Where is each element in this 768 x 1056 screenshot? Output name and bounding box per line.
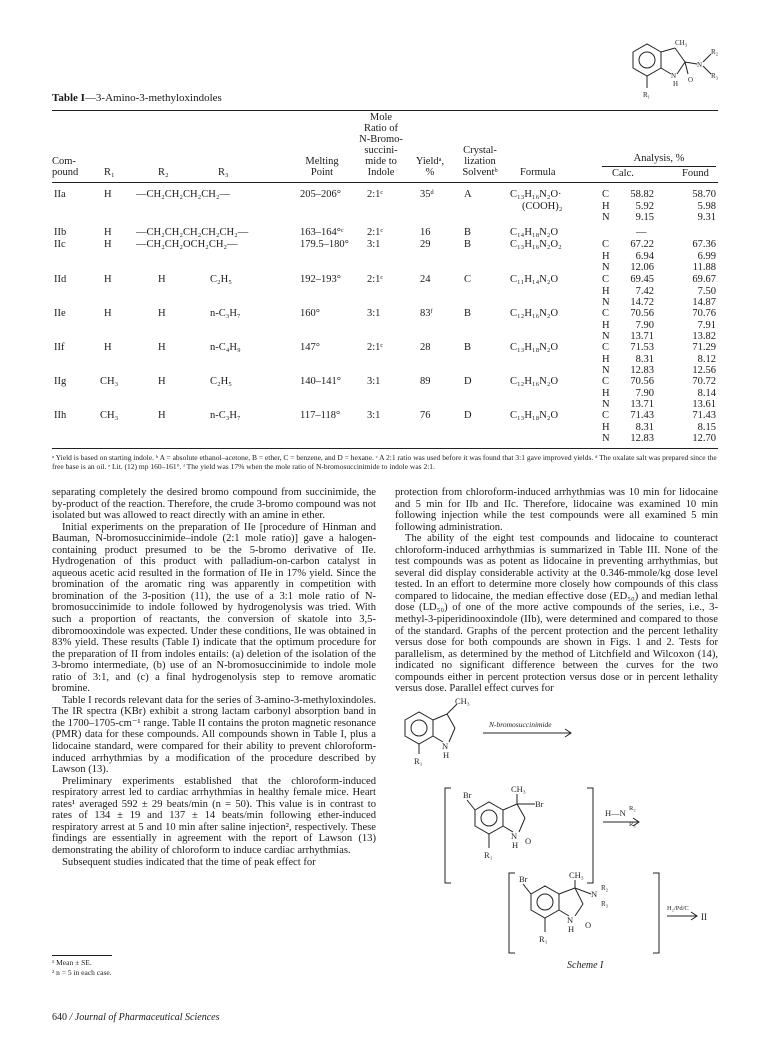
svg-text:R₁: R₁: [539, 934, 548, 944]
svg-text:R₂: R₂: [711, 48, 719, 56]
svg-text:Br: Br: [519, 874, 528, 884]
svg-text:N: N: [671, 72, 677, 80]
scheme-reagent-2: H₂/Pd/C: [667, 905, 689, 912]
svg-text:N: N: [442, 741, 449, 751]
header-r1: R₁: [104, 167, 115, 178]
footnote-rule: [52, 955, 112, 956]
footnote-1: ¹ Mean ± SE.: [52, 958, 92, 967]
journal-name: Journal of Pharmaceutical Sciences: [74, 1012, 220, 1023]
paragraph: protection from chloroform-induced arrhythmias was 10 min for lidocaine and 5 min for IIb and IIc. Therefore, lidocaine was examined 10 min following injection while the test compounds were all examined 5 min following administration.: [395, 487, 718, 533]
svg-text:O: O: [585, 920, 592, 930]
page-footer: 640 / Journal of Pharmaceutical Sciences: [52, 1012, 220, 1023]
svg-text:Br: Br: [463, 790, 472, 800]
paragraph: The ability of the eight test compounds and lidocaine to counteract chloroform-induced arrhythmias is summarized in Table III. None of the test compounds was as potent as lidocaine in preventing arrhythmias, but several did display considerable activity at the 0.346-mmole/kg dose level tested. In an effort to determine more closely how compounds of this class compared to lidocaine, the median effective dose (ED₅₀) and median lethal dose (LD₅₀) of one of the more active compounds of the series, i.e., 3-methyl-3-piperidinooxindole (IIb), were determined and compared to those of the standard. Graphs of the percent protection and the percent lethality versus dose for both compounds are shown in Figs. 1 and 2. Tests for parallelism, as determined by the method of Litchfield and Wilcoxon (14), indicated no significant difference between the curves for the two compounds either in percent protection versus dose or in percent lethality versus dose. Parallel effect curves for: [395, 533, 718, 695]
svg-text:R₃: R₃: [629, 821, 636, 828]
svg-text:CH₃: CH₃: [569, 870, 584, 880]
footnote-2: ² n = 5 in each case.: [52, 968, 112, 977]
header-calc: Calc.: [612, 168, 634, 179]
svg-text:H: H: [443, 750, 450, 760]
paragraph: separating completely the desired bromo compound from succinimide, the by-product of the reaction. Therefore, the crude 3-bromo compound was not isolated but was allowed to react directly with an amine in ether.: [52, 487, 376, 522]
header-yield: Yieldᵃ, %: [415, 156, 445, 178]
svg-text:R₃: R₃: [711, 72, 719, 80]
oxindole-structure: [615, 40, 725, 104]
svg-text:N: N: [697, 61, 703, 69]
svg-text:R₂: R₂: [601, 884, 609, 892]
svg-text:O: O: [525, 836, 532, 846]
svg-text:H: H: [512, 840, 519, 850]
svg-text:N: N: [591, 889, 598, 899]
paragraph: Subsequent studies indicated that the time of peak effect for: [62, 856, 316, 868]
scheme-reagent-1: N-bromosuccinimide: [489, 720, 552, 729]
paragraph: Table I records relevant data for the series of 3-amino-3-methyloxindoles. The IR spectra (KBr) exhibit a strong lactam carbonyl absorption band in the 1700–1705-cm⁻¹ range. Table II contains the proton magnetic resonance (PMR) data for these compounds. All compounds shown in Table I, plus a lidocaine standard, were compared for their ability to prevent chloroform-induced arrhythmias by a modification of the procedure described by Lawson (13).: [52, 694, 376, 776]
svg-text:CH₃: CH₃: [675, 40, 688, 47]
header-mole-ratio: Mole Ratio of N-Bromo- succini- mide to Indole: [359, 112, 403, 178]
svg-text:CH₃: CH₃: [455, 698, 470, 706]
svg-text:O: O: [688, 76, 694, 84]
svg-text:CH₃: CH₃: [511, 784, 526, 794]
svg-text:R₃: R₃: [601, 900, 609, 908]
table-title: Table I—3-Amino-3-methyloxindoles: [52, 92, 222, 104]
svg-text:R₁: R₁: [414, 756, 423, 766]
analysis-rule: [602, 166, 716, 167]
table-bottom-rule: [52, 448, 718, 449]
page-number: 640: [52, 1012, 67, 1023]
svg-text:R₁: R₁: [484, 850, 493, 860]
svg-text:H: H: [568, 924, 575, 934]
svg-text:R₁: R₁: [643, 91, 651, 99]
left-column: [52, 487, 376, 868]
svg-text:R₂: R₂: [629, 805, 636, 812]
paragraph: Preliminary experiments established that the chloroform-induced respiratory arrest led to cardiac arrhythmias in healthy female mice. Heart rates¹ averaged 592 ± 29 beats/min (n = 50). This value is in contrast to rates of 134 ± 19 and 137 ± 14 beats/min following ether-induced respiratory arrest at 5 and 10 min after saline injection², respectively. These findings are essentially in agreement with the report of Lawson (13) demonstrating the ability of chloroform to induce cardiac arrhythmias.: [52, 775, 376, 856]
header-formula: Formula: [520, 167, 556, 178]
svg-text:N: N: [567, 915, 574, 925]
header-r2: R₂: [158, 167, 169, 178]
paragraph: Initial experiments on the preparation of IIe [procedure of Hinman and Bauman, N-bromosuccinimide–indole (2:1 mole ratio)] gave a halogen-containing product presumed to be the 5-bromo derivative of IIe. Hydrogenation of this product with palladium-on-carbon catalyst in aqueous acetic acid resulted in the formation of IIe in 17% yield. Since the bromination of the aromatic ring was apparently in competition with bromination of the 3-position (11), the use of a 3:1 mole ratio of N-bromosuccinimide to indole followed by hydrogenolysis was tried. With such a proportion of reactants, the conversion of skatole into 3,5-dibromooxindole was expected. Under these conditions, IIe was obtained in 83% yield. These results (Table I) indicate that the optimum procedure for the preparation of II from indoles entails: (a) deletion of the isolation of the 3-bromo intermediate, (b) use of an N-bromosuccinimide to indole mole ratio of 3:1, and (c) a final hydrogenolysis step to remove aromatic bromine.: [52, 521, 376, 695]
svg-text:H: H: [673, 80, 679, 88]
header-compound: Com- pound: [52, 156, 79, 178]
scheme-diagram: [395, 698, 718, 978]
table-footnote: ᵃ Yield is based on starting indole. ᵇ A = absolute ethanol–acetone, B = ether, C = benzene, and D = hexane. ᶜ A 2:1 ratio was used before it was found that 3:1 gave improved yields. ᵈ The oxalate salt was prepared since the free base is an oil. ᵉ Lit. (12) mp 160–161°. ᶠ The yield was 17% when the mole ratio of N-bromosuccinimide to indole was 2:1.: [52, 453, 717, 471]
right-column: [395, 487, 718, 695]
header-found: Found: [682, 168, 709, 179]
scheme-product: II: [701, 912, 707, 922]
header-melting: Melting Point: [305, 156, 339, 178]
svg-text:N: N: [511, 831, 518, 841]
scheme-label: Scheme I: [567, 960, 604, 971]
svg-text:H—N: H—N: [605, 808, 626, 818]
header-solvent: Crystal- lization Solventᵇ: [462, 145, 498, 178]
table-top-rule: [52, 110, 718, 111]
header-r3: R₃: [218, 167, 229, 178]
table-header-rule: [52, 182, 718, 183]
header-analysis: Analysis, %: [633, 153, 685, 164]
svg-text:Br: Br: [535, 799, 544, 809]
